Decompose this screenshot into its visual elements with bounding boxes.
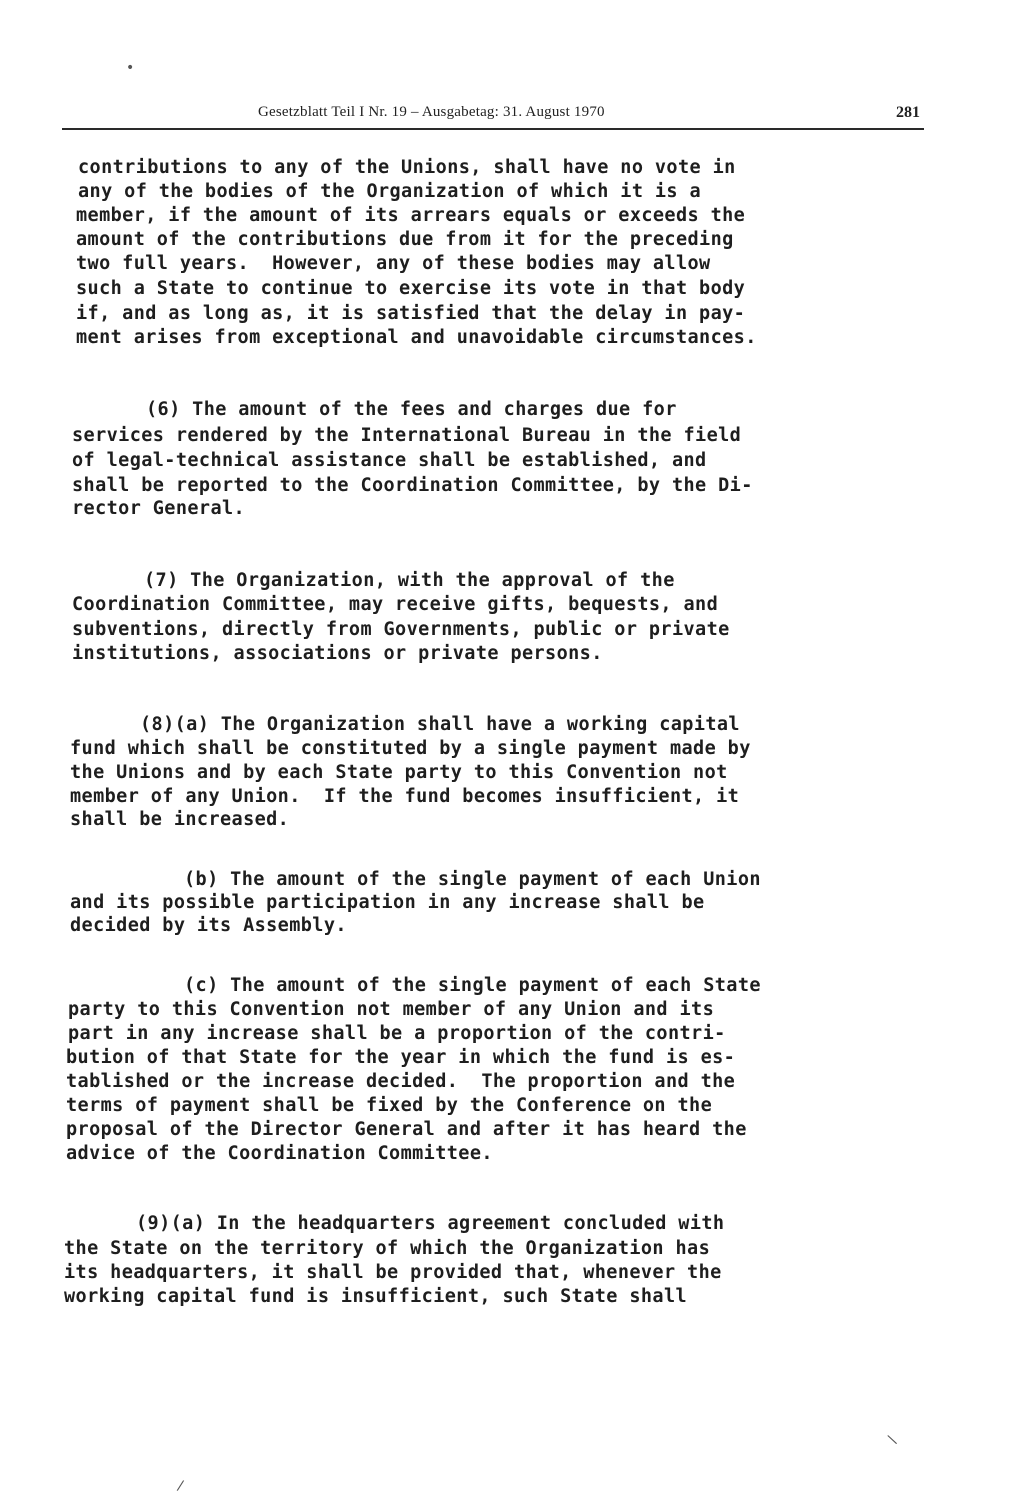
text-line: (6) The amount of the fees and charges due for: [146, 399, 677, 420]
text-line: amount of the contributions due from it for the preceding: [76, 229, 734, 250]
text-line: terms of payment shall be fixed by the Conference on the: [66, 1095, 713, 1116]
scan-speck: \: [886, 1431, 899, 1449]
text-line: (c) The amount of the single payment of each State: [184, 975, 761, 996]
text-line: part in any increase shall be a proportion of the contri-: [68, 1023, 726, 1044]
text-line: (9)(a) In the headquarters agreement concluded with: [136, 1213, 725, 1234]
text-line: any of the bodies of the Organization of which it is a: [78, 181, 702, 202]
text-line: Coordination Committee, may receive gifts, bequests, and: [72, 594, 719, 615]
text-line: fund which shall be constituted by a single payment made by: [70, 738, 751, 759]
text-line: (7) The Organization, with the approval of the: [144, 570, 675, 591]
text-line: services rendered by the International Bureau in the field: [72, 425, 742, 446]
text-line: member of any Union. If the fund becomes insufficient, it: [70, 786, 740, 807]
text-line: institutions, associations or private persons.: [72, 643, 603, 664]
text-line: advice of the Coordination Committee.: [66, 1143, 493, 1164]
scan-speck: •: [126, 60, 135, 76]
text-line: two full years. However, any of these bodies may allow: [76, 253, 711, 274]
text-line: decided by its Assembly.: [70, 915, 347, 936]
page-number: 281: [896, 104, 920, 121]
text-line: (8)(a) The Organization shall have a working capital: [140, 714, 740, 735]
text-line: shall be reported to the Coordination Committee, by the Di-: [72, 475, 753, 496]
text-line: contributions to any of the Unions, shall have no vote in: [78, 157, 736, 178]
page-header: [62, 98, 924, 130]
text-line: subventions, directly from Governments, public or private: [72, 619, 730, 640]
text-line: such a State to continue to exercise its vote in that body: [76, 278, 746, 299]
text-line: if, and as long as, it is satisfied that the delay in pay-: [76, 303, 746, 324]
text-line: the Unions and by each State party to this Convention not: [70, 762, 728, 783]
scan-speck: /: [176, 1477, 185, 1495]
text-line: shall be increased.: [70, 809, 290, 830]
text-line: bution of that State for the year in which the fund is es-: [66, 1047, 736, 1068]
text-line: (b) The amount of the single payment of each Union: [184, 869, 761, 890]
text-line: and its possible participation in any increase shall be: [70, 892, 705, 913]
header-title: Gesetzblatt Teil I Nr. 19 – Ausgabetag: 31. August 1970: [258, 104, 605, 120]
text-line: party to this Convention not member of any Union and its: [68, 999, 715, 1020]
text-line: member, if the amount of its arrears equals or exceeds the: [76, 205, 746, 226]
text-line: rector General.: [72, 498, 246, 519]
text-line: the State on the territory of which the Organization has: [64, 1238, 711, 1259]
text-line: proposal of the Director General and after it has heard the: [66, 1119, 747, 1140]
text-line: of legal-technical assistance shall be established, and: [72, 450, 707, 471]
text-line: working capital fund is insufficient, such State shall: [64, 1286, 688, 1307]
text-line: its headquarters, it shall be provided that, whenever the: [64, 1262, 722, 1283]
text-line: tablished or the increase decided. The proportion and the: [66, 1071, 736, 1092]
text-line: ment arises from exceptional and unavoidable circumstances.: [76, 327, 757, 348]
